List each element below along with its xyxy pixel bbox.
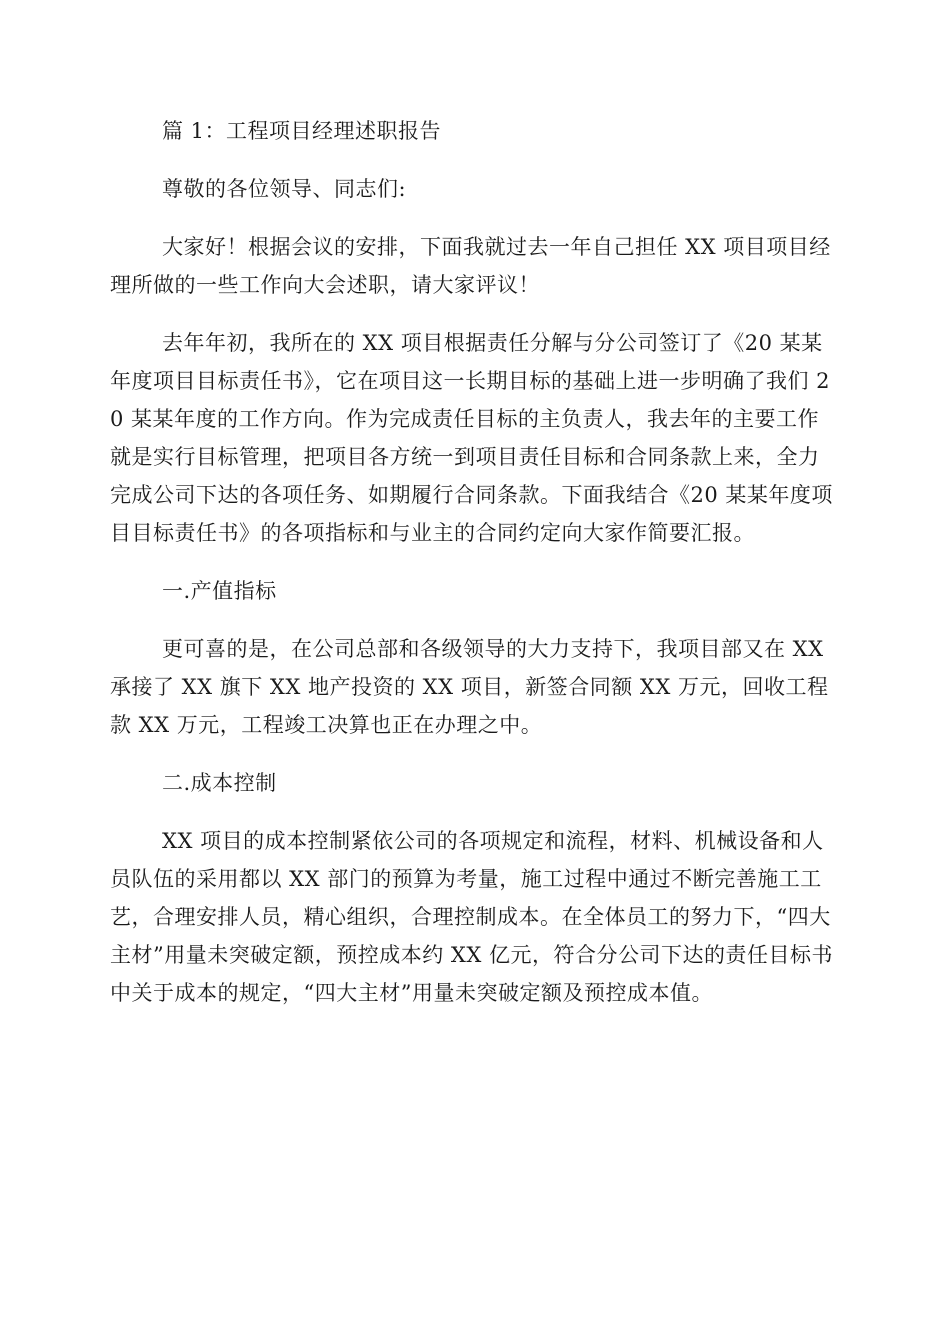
salutation: 尊敬的各位领导、同志们:	[162, 177, 407, 201]
paragraph-overview: 去年年初，我所在的 XX 项目根据责任分解与分公司签订了《20 某某年度项目目标责任书》，它在项目这一长期目标的基础上进一步明确了我们 20 某某年度的工作方向。作为完成责任目标的主负责人，我去年的主要工作就是实行目标管理，把项目各方统一到项目责任目标和合同条款上来，全力完成公司下达的各项任务、如期履行合同条款。下面我结合《20 某某年度项目目标责任书》的各项指标和与业主的合同约定向大家作简要汇报。	[110, 331, 833, 545]
document-title: 篇 1：工程项目经理述职报告	[162, 119, 442, 143]
section-heading-output: 一.产值指标	[162, 579, 277, 603]
section-heading-cost: 二.成本控制	[162, 771, 277, 795]
document-body	[110, 112, 840, 1012]
section-body-output: 更可喜的是，在公司总部和各级领导的大力支持下，我项目部又在 XX 承接了 XX 旗下 XX 地产投资的 XX 项目，新签合同额 XX 万元，回收工程款 XX 万元，工程竣工决算也正在办理之中。	[110, 637, 829, 737]
paragraph-opening: 大家好！根据会议的安排，下面我就过去一年自己担任 XX 项目项目经理所做的一些工作向大会述职，请大家评议！	[110, 235, 831, 297]
section-body-cost: XX 项目的成本控制紧依公司的各项规定和流程，材料、机械设备和人员队伍的采用都以 XX 部门的预算为考量，施工过程中通过不断完善施工工艺，合理安排人员，精心组织，合理控制成本。在全体员工的努力下，“四大主材”用量未突破定额，预控成本约 XX 亿元，符合分公司下达的责任目标书中关于成本的规定，“四大主材”用量未突破定额及预控成本值。	[110, 829, 833, 1005]
